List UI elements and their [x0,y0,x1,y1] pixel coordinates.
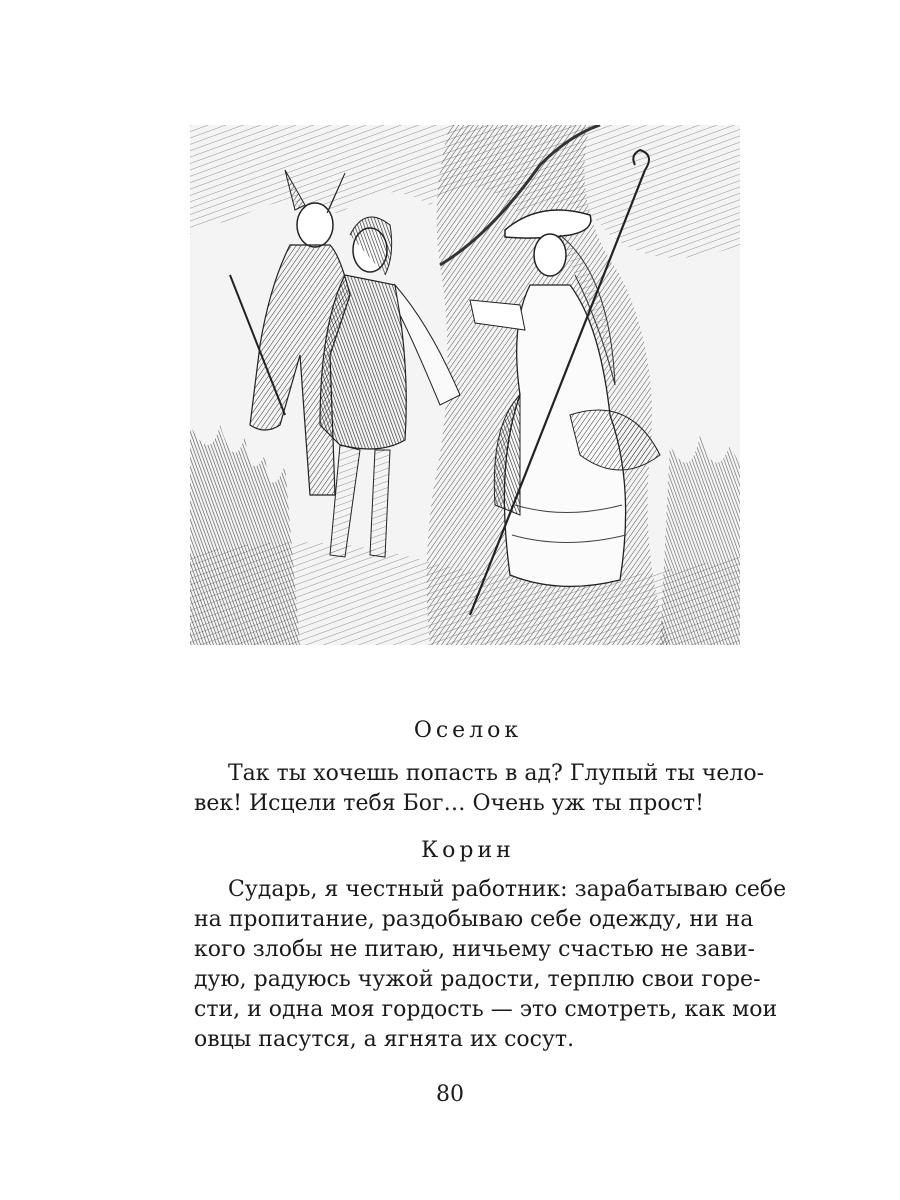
text-line: Так ты хочешь попасть в ад? Глупый ты чело- [228,761,765,786]
speaker-name: Корин [421,838,515,863]
text-line: век! Исцели тебя Бог… Очень уж ты прост! [194,791,704,816]
text-line: дую, радуюсь чужой радости, терплю свои горе- [194,967,761,992]
text-line: на пропитание, раздобываю себе одежду, ни на [194,907,754,932]
text-line: сти, и одна моя гордость — это смотреть, как мои [194,997,778,1022]
dialogue-block-2 [194,838,787,1055]
speaker-name: Оселок [413,718,523,743]
text-line: Сударь, я честный работник: зарабатываю себе [228,877,787,902]
engraving-illustration [190,125,740,645]
text-line: кого злобы не питаю, ничьему счастью не зави- [194,937,755,962]
dialogue-block-1 [194,718,765,819]
text-line: овцы пасутся, а ягнята их сосут. [194,1027,575,1052]
page-number: 80 [436,1082,464,1107]
